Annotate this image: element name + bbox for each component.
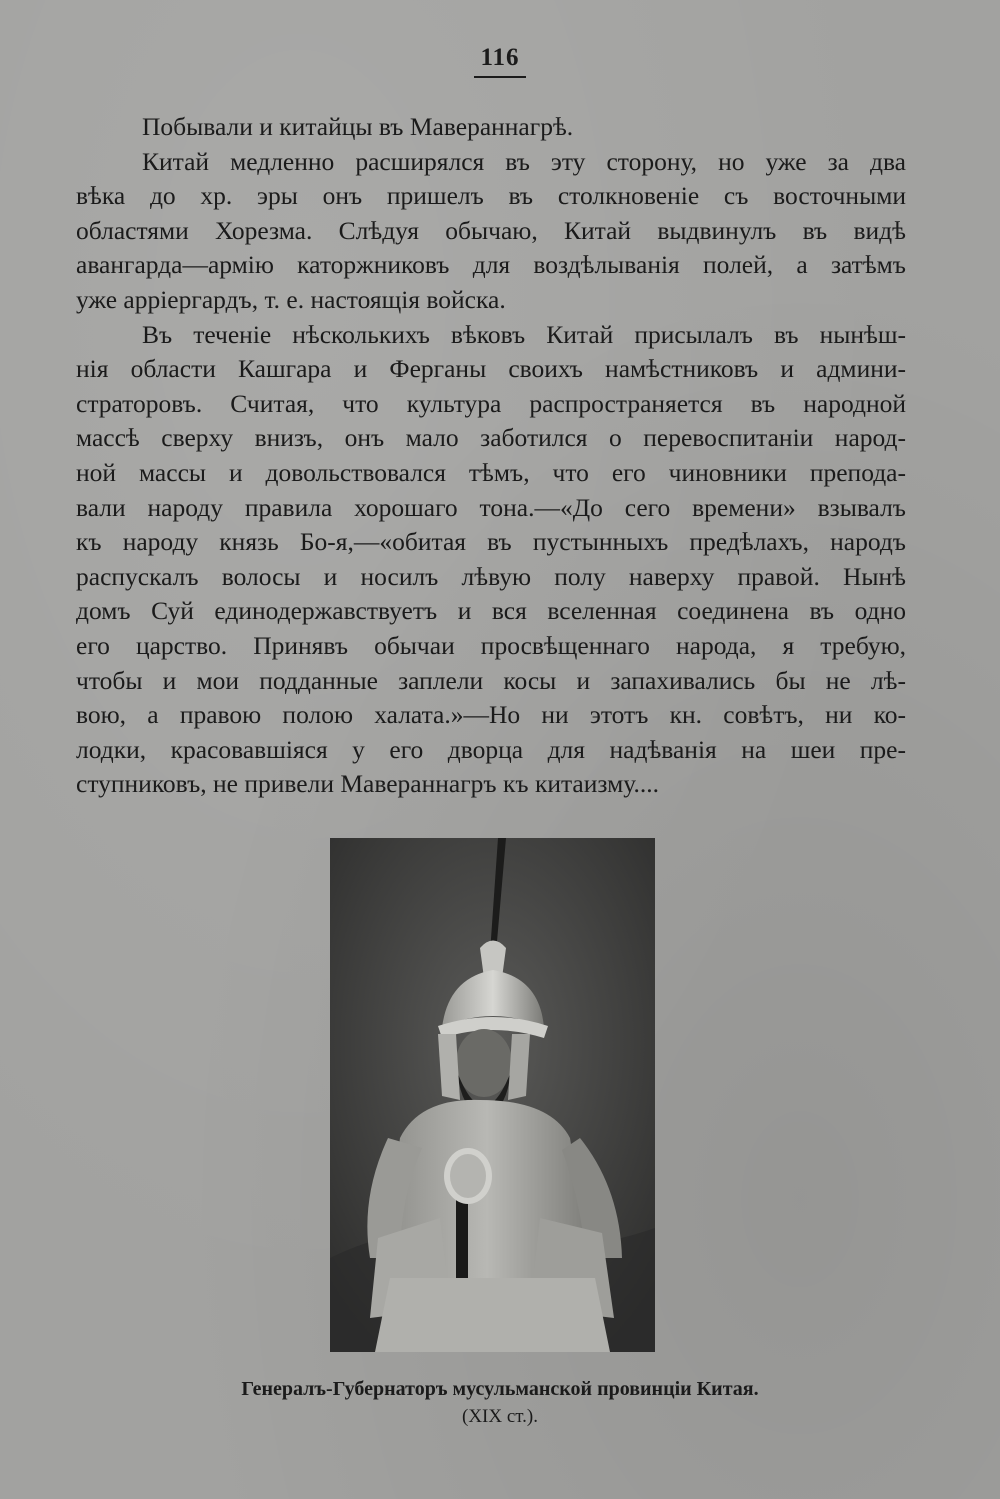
body-text: [76, 110, 906, 802]
text-line: лодки, красовавшіяся у его дворца для надѣванія на шеи пре-: [76, 734, 906, 764]
text-line: уже арріергардъ, т. е. настоящія войска.: [76, 284, 506, 314]
text-line: Побывали и китайцы въ Мавераннагрѣ.: [142, 112, 574, 141]
text-line: массѣ сверху внизъ, онъ мало заботился о перевоспитаніи народ-: [76, 423, 906, 453]
text-line: вою, а правою полою халата.»—Но ни этотъ кн. совѣтъ, ни ко-: [76, 700, 906, 730]
page-number-text: 116: [474, 44, 525, 78]
text-line: чтобы и мои подданные заплели косы и запахивались бы не лѣ-: [76, 665, 906, 695]
portrait-photograph: [330, 838, 655, 1352]
text-line: Въ теченіе нѣсколькихъ вѣковъ Китай присылалъ въ нынѣш-: [142, 319, 906, 349]
text-line: ступниковъ, не привели Мавераннагръ къ китаизму....: [76, 769, 659, 799]
caption-subtitle: (XIX ст.).: [462, 1406, 538, 1427]
text-line: домъ Суй единодержавствуетъ и вся вселенная соединена въ одно: [76, 596, 906, 626]
text-line: вѣка до хр. эры онъ пришелъ въ столкновеніе съ восточными: [76, 181, 906, 211]
text-line: нія области Кашгара и Ферганы своихъ намѣстниковъ и админи-: [76, 354, 906, 384]
text-line: вали народу правила хорошаго тона.—«До сего времени» взывалъ: [76, 492, 906, 522]
text-line: ной массы и довольствовался тѣмъ, что его чиновники препода-: [76, 457, 906, 487]
text-line: областями Хорезма. Слѣдуя обычаю, Китай выдвинулъ въ видѣ: [76, 215, 906, 245]
page-number: [0, 44, 1000, 78]
caption-title: Генералъ-Губернаторъ мусульманской провинціи Китая.: [241, 1378, 759, 1400]
text-line: его царство. Принявъ обычаи просвѣщеннаго народа, я требую,: [76, 630, 906, 660]
text-line: къ народу князь Бо-я,—«обитая въ пустынныхъ предѣлахъ, народъ: [76, 527, 906, 557]
text-line: Китай медленно расширялся въ эту сторону, но уже за два: [142, 146, 906, 176]
text-line: авангарда—армію каторжниковъ для воздѣлыванія полей, а затѣмъ: [76, 250, 906, 280]
text-line: распускалъ волосы и носилъ лѣвую полу наверху правой. Нынѣ: [76, 561, 906, 591]
text-line: страторовъ. Считая, что культура распространяется въ народной: [76, 388, 906, 418]
figure-caption: [0, 1375, 1000, 1431]
